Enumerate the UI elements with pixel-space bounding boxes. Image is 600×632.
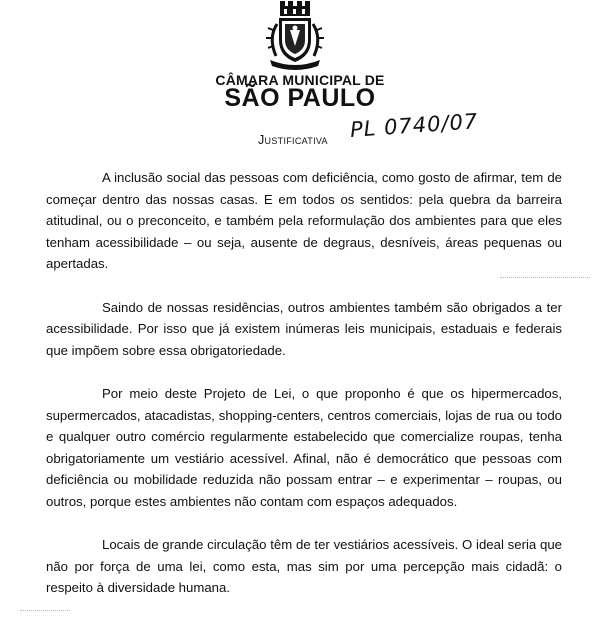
organization-name-line2: SÃO PAULO <box>224 84 376 112</box>
organization-name-line1: CÂMARA MUNICIPAL DE <box>215 72 385 88</box>
paragraph-1: A inclusão social das pessoas com deficiência, como gosto de afirmar, tem de começar dentro das nossas casas. E em todos os sentidos: pela quebra da barreira atitudinal, ou o preconceito, e também pela reformulação dos ambientes para que eles tenham acessibilidade – ou seja, ausente de degraus, desníveis, áreas pequenas ou apertadas. <box>46 170 562 271</box>
scan-artifact-line <box>500 277 590 278</box>
paragraph-3: Por meio deste Projeto de Lei, o que proponho é que os hipermercados, supermercados, atacadistas, shopping-centers, centros comerciais, lojas de rua ou todo e qualquer outro comércio regularmente estabelecido que comercialize roupas, tenha obrigatoriamente um vestiário acessível. Afinal, não é democrático que pessoas com deficiência ou mobilidade reduzida não possam entrar – e experimentar – roupas, ou outros, porque estes ambientes não contam com espaços adequados. <box>46 386 562 509</box>
section-label: Justificativa <box>258 133 328 147</box>
scan-artifact-line <box>20 610 70 611</box>
document-body <box>46 167 562 621</box>
coat-of-arms-icon <box>262 0 328 70</box>
paragraph-2: Saindo de nossas residências, outros ambientes também são obrigados a ter acessibilidade. Por isso que já existem inúmeras leis municipais, estaduais e federais que impõem sobre essa obrigatoriedade. <box>46 299 562 358</box>
handwritten-bill-number: PL 0740/07 <box>349 109 479 142</box>
paragraph-4: Locais de grande circulação têm de ter vestiários acessíveis. O ideal seria que não por força de uma lei, como esta, mas sim por uma percepção mais cidadã: o respeito à diversidade humana. <box>46 537 562 595</box>
